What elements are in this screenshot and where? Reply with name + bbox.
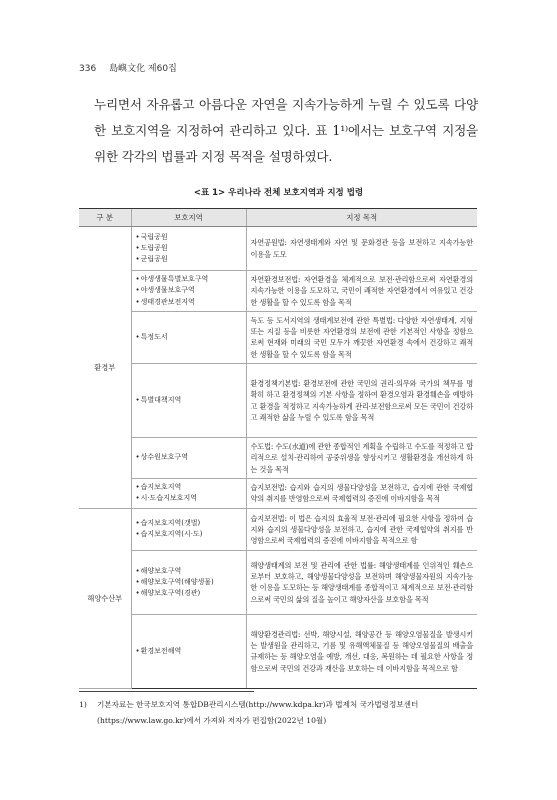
purpose-text: 해양환경관리법: 선박, 해양시설, 해양공간 등 해양오염물질을 발생시키는 발생원을 관리하고, 기름 및 유해액체물질 등 해양오염물질의 배출을 규제하는 등 해양오염을 예방, 개선, 대응, 복원하는 데 필요한 사항을 정함으로써 국민의 건강과 재산을 보호하는 데 이바지함을 목적으로 함 bbox=[246, 614, 477, 688]
list-item: • 특정도서 bbox=[136, 332, 242, 343]
list-item: • 습지보호지역 bbox=[136, 482, 242, 493]
header-area: 보호지역 bbox=[131, 209, 246, 227]
list-item: • 습지보호지역(시·도) bbox=[136, 529, 242, 540]
footnote-text-continued: (https://www.law.go.kr)에서 가져와 저자가 편집함(2022년 10월) bbox=[97, 716, 327, 725]
header-category: 구 분 bbox=[79, 209, 131, 227]
table-row bbox=[79, 271, 477, 312]
footnote bbox=[79, 697, 479, 729]
area-list bbox=[131, 438, 246, 479]
category-cell: 해양수산부 bbox=[79, 508, 131, 688]
purpose-text: 해양생태계의 보전 및 관리에 관한 법률: 해양생태계를 인위적인 훼손으로부터 보호하고, 해양생물다양성을 보전하며 해양생물자원의 지속가능한 이용을 도모하는 등 해양생태계를 종합적이고 체계적으로 보전·관리함으로써 국민의 삶의 질을 높이고 해양자산을 보호함을 목적 bbox=[246, 550, 477, 614]
footnote-number: 1) bbox=[79, 700, 87, 709]
table-caption: <표 1> 우리나라 전체 보호지역과 지정 법령 bbox=[193, 188, 364, 198]
protected-areas-table bbox=[79, 208, 477, 689]
area-list bbox=[131, 271, 246, 312]
area-list bbox=[131, 508, 246, 550]
journal-title: 島嶼文化 제60집 bbox=[109, 64, 177, 74]
table-row bbox=[79, 227, 477, 271]
purpose-text: 독도 등 도서지역의 생태계보전에 관한 특별법: 다양한 자연생태계, 지형 또는 지질 등을 비롯한 자연환경의 보전에 관한 기본적인 사항을 정함으로써 현재와 미래의 국민 모두가 깨끗한 자연환경 속에서 건강하고 쾌적한 생활을 할 수 있도록 함을 목적 bbox=[246, 311, 477, 363]
area-list bbox=[131, 614, 246, 688]
list-item: • 상수원보호구역 bbox=[136, 452, 242, 463]
purpose-text: 환경정책기본법: 환경보전에 관한 국민의 권리·의무와 국가의 책무를 명확히 하고 환경정책의 기본 사항을 정하여 환경오염과 환경훼손을 예방하고 환경을 적정하고 지속가능하게 관리·보전함으로써 모든 국민이 건강하고 쾌적한 삶을 누릴 수 있도록 함을 목적 bbox=[246, 364, 477, 438]
area-list bbox=[131, 364, 246, 438]
page-number: 336 bbox=[79, 64, 97, 74]
area-list bbox=[131, 478, 246, 508]
purpose-text: 수도법: 수도(水道)에 관한 종합적인 계획을 수립하고 수도를 적정하고 합리적으로 설치·관리하여 공중위생을 향상시키고 생활환경을 개선하게 하는 것을 목적 bbox=[246, 438, 477, 479]
list-item: • 해양보호구역(경관) bbox=[136, 588, 242, 599]
list-item: • 군립공원 bbox=[136, 254, 242, 265]
area-list bbox=[131, 550, 246, 614]
table-header-row bbox=[79, 209, 477, 227]
area-list bbox=[131, 227, 246, 271]
table-row bbox=[79, 614, 477, 688]
footnote-divider bbox=[79, 691, 254, 692]
category-cell: 환경부 bbox=[79, 227, 131, 509]
header-purpose: 지정 목적 bbox=[246, 209, 477, 227]
purpose-text: 습지보전법: 습지와 습지의 생물다양성을 보전하고, 습지에 관한 국제협약의 취지를 반영함으로써 국제협력의 증진에 이바지함을 목적 bbox=[246, 478, 477, 508]
list-item: • 생태경관보전지역 bbox=[136, 297, 242, 308]
purpose-text: 자연환경보전법: 자연환경을 체계적으로 보전·관리함으로써 자연환경의 지속가능한 이용을 도모하고, 국민이 쾌적한 자연환경에서 여유있고 건강한 생활을 할 수 있도록 함을 목적 bbox=[246, 271, 477, 312]
intro-paragraph: 누리면서 자유롭고 아름다운 자연을 지속가능하게 누릴 수 있도록 다양한 보호지역을 지정하여 관리하고 있다. 표 1¹⁾에서는 보호구역 지정을 위한 각각의 법률과 지정 목적을 설명하였다. bbox=[94, 97, 478, 164]
area-list bbox=[131, 311, 246, 363]
table-row bbox=[79, 478, 477, 508]
list-item: • 국립공원 bbox=[136, 232, 242, 243]
list-item: • 환경보전해역 bbox=[136, 646, 242, 657]
list-item: • 습지보호지역(갯벌) bbox=[136, 518, 242, 529]
table-row bbox=[79, 438, 477, 479]
table-row bbox=[79, 311, 477, 363]
table-row bbox=[79, 550, 477, 614]
list-item: • 야생생물보호구역 bbox=[136, 285, 242, 296]
list-item: • 시·도습지보호지역 bbox=[136, 493, 242, 504]
purpose-text: 습지보전법: 이 법은 습지의 효율적 보전·관리에 필요한 사항을 정하여 습지와 습지의 생물다양성을 보전하고, 습지에 관한 국제협약의 취지를 반영함으로써 국제협력의 증진에 이바지함을 목적으로 함 bbox=[246, 508, 477, 550]
purpose-text: 자연공원법: 자연생태계와 자연 및 문화경관 등을 보전하고 지속가능한 이용을 도모 bbox=[246, 227, 477, 271]
list-item: • 해양보호구역 bbox=[136, 566, 242, 577]
list-item: • 특별대책지역 bbox=[136, 395, 242, 406]
list-item: • 해양보호구역(해양생물) bbox=[136, 577, 242, 588]
footnote-text: 기본자료는 한국보호지역 통합DB관리시스템(http://www.kdpa.kr)과 법제처 국가법령정보센터 bbox=[97, 700, 419, 709]
table-row bbox=[79, 364, 477, 438]
list-item: • 야생생물특별보호구역 bbox=[136, 274, 242, 285]
table-row bbox=[79, 508, 477, 550]
list-item: • 도립공원 bbox=[136, 243, 242, 254]
running-header bbox=[79, 61, 187, 74]
